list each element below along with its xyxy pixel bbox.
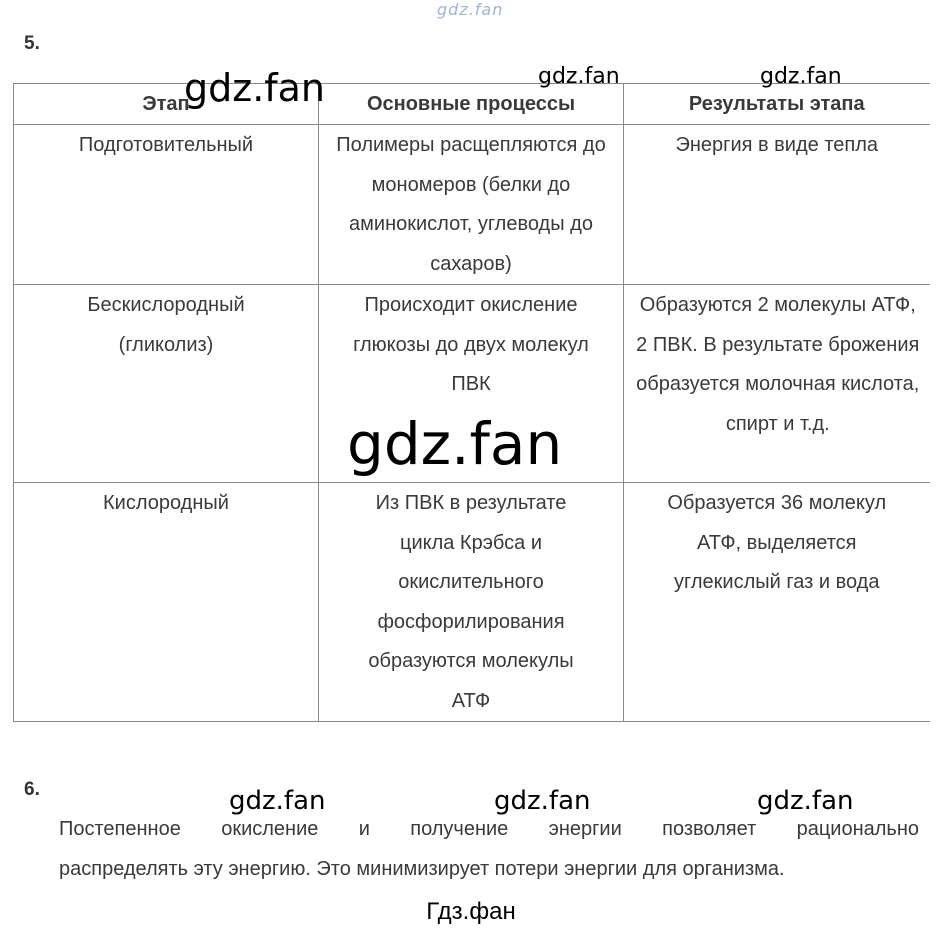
footer-watermark: Гдз.фан [426, 898, 516, 925]
table-row [14, 483, 930, 722]
watermark-header-right: gdz.fan [760, 64, 842, 89]
task-6-line-1: Постепенное окисление и получение энергии позволяет рационально [59, 818, 919, 840]
task-6-number: 6. [24, 779, 40, 800]
watermark-task6-a: gdz.fan [229, 786, 326, 816]
table-header-row [14, 84, 930, 125]
stages-table [13, 83, 930, 722]
stage-cell: Кислородный [14, 483, 319, 722]
watermark-task6-b: gdz.fan [494, 786, 591, 816]
watermark-header-mid: gdz.fan [538, 64, 620, 89]
header-stage: Этап [14, 84, 319, 125]
stage-cell: Бескислородный (гликолиз) [14, 285, 319, 483]
header-results: Результаты этапа [624, 84, 930, 125]
result-cell: Энергия в виде тепла [624, 125, 930, 285]
process-cell: Полимеры расщепляются до мономеров (белки до аминокислот, углеводы до сахаров) [319, 125, 624, 285]
task-6-line-2: распределять эту энергию. Это минимизирует потери энергии для организма. [59, 858, 785, 880]
watermark-top: gdz.fan [437, 0, 504, 19]
table-row [14, 125, 930, 285]
result-cell: Образуется 36 молекул АТФ, выделяется углекислый газ и вода [624, 483, 930, 722]
stage-cell: Подготовительный [14, 125, 319, 285]
header-processes: Основные процессы [319, 84, 624, 125]
result-cell: Образуются 2 молекулы АТФ, 2 ПВК. В результате брожения образуется молочная кислота, спирт и т.д. [624, 285, 930, 483]
task-5-number: 5. [24, 33, 40, 54]
watermark-center: gdz.fan [347, 410, 563, 478]
watermark-header-left: gdz.fan [184, 66, 326, 110]
process-cell: Происходит окисление глюкозы до двух молекул ПВК [319, 285, 624, 483]
process-cell: Из ПВК в результате цикла Крэбса и окислительного фосфорилирования образуются молекулы АТФ [319, 483, 624, 722]
watermark-task6-c: gdz.fan [757, 786, 854, 816]
